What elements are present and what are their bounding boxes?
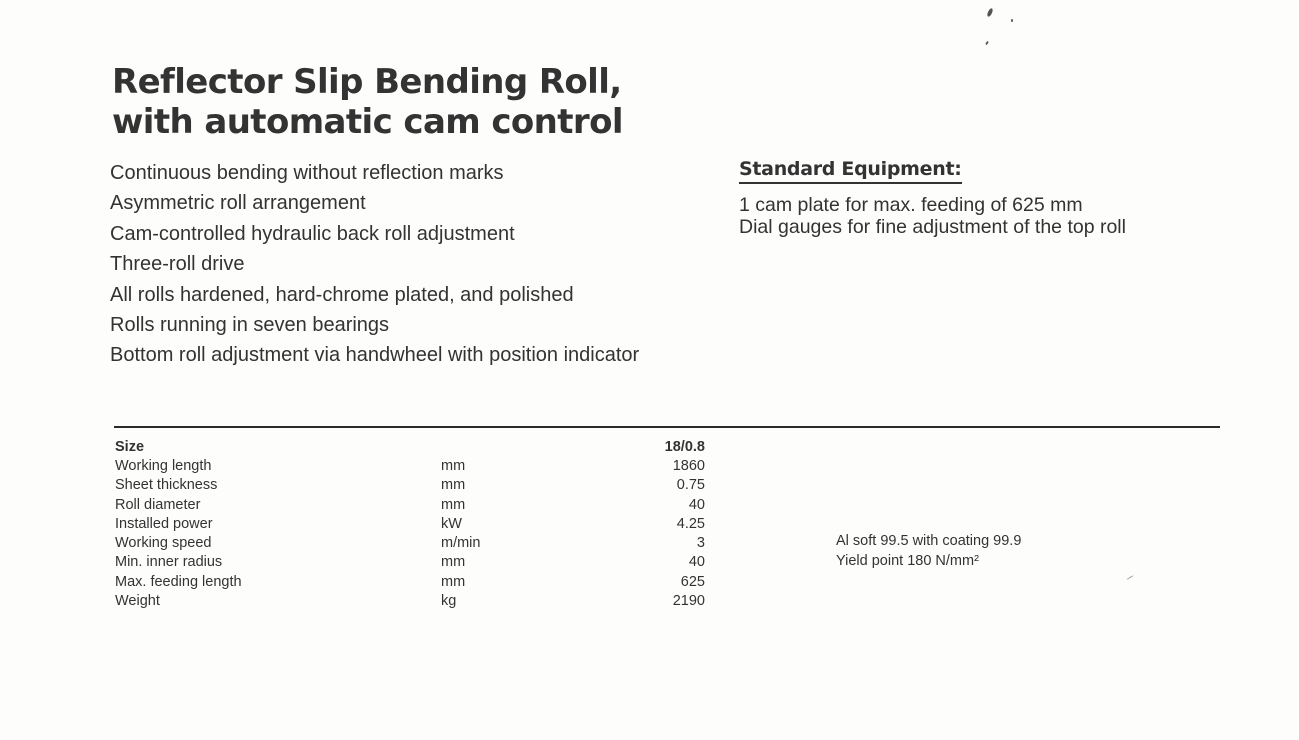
feature-item: Bottom roll adjustment via handwheel with position indicator (110, 344, 640, 367)
spec-row (115, 476, 705, 495)
spec-label: Working length (115, 457, 212, 474)
spec-header-row (115, 437, 705, 456)
feature-item: Rolls running in seven bearings (110, 314, 390, 337)
spec-unit: mm (441, 457, 466, 474)
standard-equipment-item: Dial gauges for fine adjustment of the top roll (739, 216, 1126, 238)
spec-unit: kg (441, 593, 457, 610)
spec-table (115, 437, 705, 611)
material-notes (836, 532, 1021, 571)
spec-value: 3 (696, 535, 705, 552)
scan-speck (985, 41, 989, 45)
spec-value: 1860 (672, 457, 705, 474)
feature-item: Three-roll drive (110, 253, 245, 276)
spec-header-value: 18/0.8 (664, 438, 705, 455)
spec-value: 2190 (672, 593, 705, 610)
spec-header-label: Size (115, 438, 145, 455)
spec-label: Installed power (115, 515, 213, 532)
material-note: Al soft 99.5 with coating 99.9 (836, 533, 1022, 549)
spec-label: Min. inner radius (115, 554, 223, 571)
scan-speck (1126, 575, 1133, 580)
standard-equipment-heading: Standard Equipment: (739, 158, 962, 184)
section-divider (114, 426, 1220, 428)
spec-label: Max. feeding length (115, 573, 242, 590)
spec-value: 0.75 (676, 477, 705, 494)
spec-label: Working speed (115, 535, 212, 552)
spec-row (115, 553, 705, 572)
spec-unit: mm (441, 496, 466, 513)
spec-unit: mm (441, 554, 466, 571)
title-line-1: Reflector Slip Bending Roll, (112, 62, 622, 102)
spec-row (115, 495, 705, 514)
spec-unit: mm (441, 477, 466, 494)
material-note: Yield point 180 N/mm² (836, 552, 979, 569)
spec-value: 625 (680, 573, 705, 590)
spec-row (115, 591, 705, 610)
spec-row (115, 456, 705, 475)
spec-label: Sheet thickness (115, 477, 218, 494)
spec-value: 40 (688, 496, 705, 513)
page-title (112, 62, 623, 142)
standard-equipment-list (739, 194, 1126, 238)
spec-value: 40 (688, 554, 705, 571)
feature-item: Asymmetric roll arrangement (110, 192, 366, 215)
spec-value: 4.25 (676, 515, 705, 532)
feature-item: Cam-controlled hydraulic back roll adjustment (110, 222, 515, 245)
scan-speck (1011, 19, 1013, 22)
spec-label: Roll diameter (115, 496, 201, 513)
feature-item: All rolls hardened, hard-chrome plated, and polished (110, 283, 574, 306)
title-line-2: with automatic cam control (112, 102, 623, 142)
spec-row (115, 514, 705, 533)
spec-label: Weight (115, 593, 160, 610)
standard-equipment-item: 1 cam plate for max. feeding of 625 mm (739, 194, 1083, 216)
spec-row (115, 572, 705, 591)
spec-header-unit (441, 437, 591, 456)
spec-row (115, 533, 705, 552)
feature-item: Continuous bending without reflection marks (110, 162, 504, 184)
spec-unit: m/min (441, 535, 481, 552)
feature-list (110, 158, 639, 371)
spec-unit: kW (441, 515, 462, 532)
scan-speck (986, 8, 993, 18)
spec-unit: mm (441, 573, 466, 590)
